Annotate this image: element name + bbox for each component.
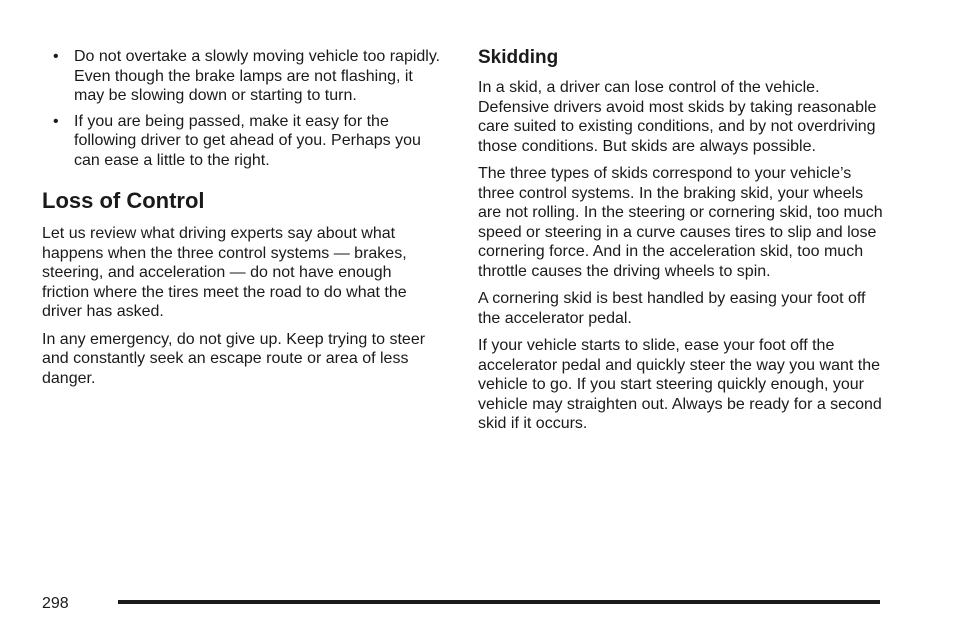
subsection-title-skidding: Skidding	[478, 47, 559, 68]
paragraph: If your vehicle starts to slide, ease your foot off the accelerator pedal and quickly steer the way you want the vehicle to go. If you start steering quickly enough, your vehicle may straighten out. Always be ready for a second skid if it occurs.	[478, 337, 882, 432]
paragraph: Let us review what driving experts say about what happens when the three control systems — brakes, steering, and acceleration — do not have enough friction where the tires meet the road to do what the driver has asked.	[42, 225, 407, 320]
bullet-list	[42, 47, 442, 170]
bullet-text: If you are being passed, make it easy for the following driver to get ahead of you. Perhaps you can ease a little to the right.	[74, 112, 421, 169]
left-column	[42, 47, 442, 396]
bullet-dot-icon: •	[53, 48, 59, 65]
right-column	[478, 47, 888, 442]
footer-rule	[118, 600, 880, 604]
section-title-loss-of-control: Loss of Control	[42, 188, 205, 213]
bullet-text: Do not overtake a slowly moving vehicle too rapidly. Even though the brake lamps are not flashing, it may be slowing down or starting to turn.	[74, 48, 441, 104]
paragraph: In any emergency, do not give up. Keep trying to steer and constantly seek an escape route or area of less danger.	[42, 330, 426, 387]
paragraph: A cornering skid is best handled by easing your foot off the accelerator pedal.	[478, 290, 866, 327]
bullet-item	[42, 112, 442, 171]
paragraph: In a skid, a driver can lose control of the vehicle. Defensive drivers avoid most skids by taking reasonable care suited to existing conditions, and by not overdriving those conditions. But skids are always possible.	[478, 79, 877, 155]
bullet-item	[42, 47, 442, 106]
paragraph: The three types of skids correspond to your vehicle’s three control systems. In the braking skid, your wheels are not rolling. In the steering or cornering skid, too much speed or steering in a curve causes tires to slip and lose cornering force. And in the acceleration skid, too much throttle causes the driving wheels to spin.	[478, 165, 883, 280]
page-number: 298	[42, 595, 69, 612]
bullet-dot-icon: •	[53, 112, 59, 130]
